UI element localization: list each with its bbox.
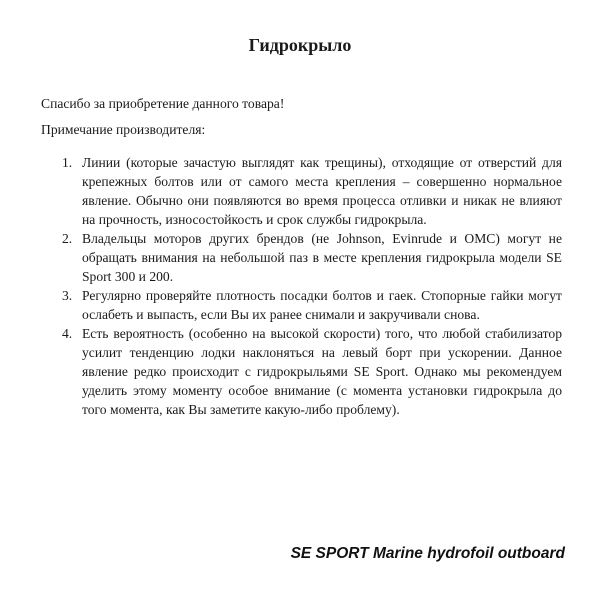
list-item-number: 3.	[62, 288, 73, 303]
manufacturer-note-heading: Примечание производителя:	[41, 122, 206, 137]
list-item	[62, 229, 562, 286]
list-item-number: 2.	[62, 231, 73, 246]
list-item-number: 1.	[62, 155, 73, 170]
list-item-text: Линии (которые зачастую выглядят как трещины), отходящие от отверстий для крепежных болтов или от самого места крепления – совершенно нормальное явление. Обычно они появляются во время процесса отливки и никак не влияют на прочность, износостойкость и срок службы гидрокрыла.	[82, 155, 562, 227]
notes-list	[62, 153, 562, 419]
brand-footer: SE SPORT Marine hydrofoil outboard	[290, 545, 565, 562]
list-item	[62, 324, 562, 419]
list-item-number: 4.	[62, 326, 73, 341]
list-item	[62, 153, 562, 229]
list-item-text: Есть вероятность (особенно на высокой скорости) того, что любой стабилизатор усилит тенденцию лодки наклоняться на левый борт при ускорении. Данное явление редко происходит с гидрокрыльями SE Sport. Однако мы рекомендуем уделить этому моменту особое внимание (с момента установки гидрокрыла до того момента, как Вы заметите какую-либо проблему).	[82, 326, 562, 417]
list-item-text: Владельцы моторов других брендов (не Johnson, Evinrude и OMC) могут не обращать внимания на небольшой паз в месте крепления гидрокрыла модели SE Sport 300 и 200.	[82, 231, 562, 284]
thanks-text: Спасибо за приобретение данного товара!	[41, 96, 285, 111]
list-item-text: Регулярно проверяйте плотность посадки болтов и гаек. Стопорные гайки могут ослабеть и выпасть, если Вы их ранее снимали и закручивали снова.	[82, 288, 562, 322]
document-title: Гидрокрыло	[248, 35, 352, 55]
list-item	[62, 286, 562, 324]
